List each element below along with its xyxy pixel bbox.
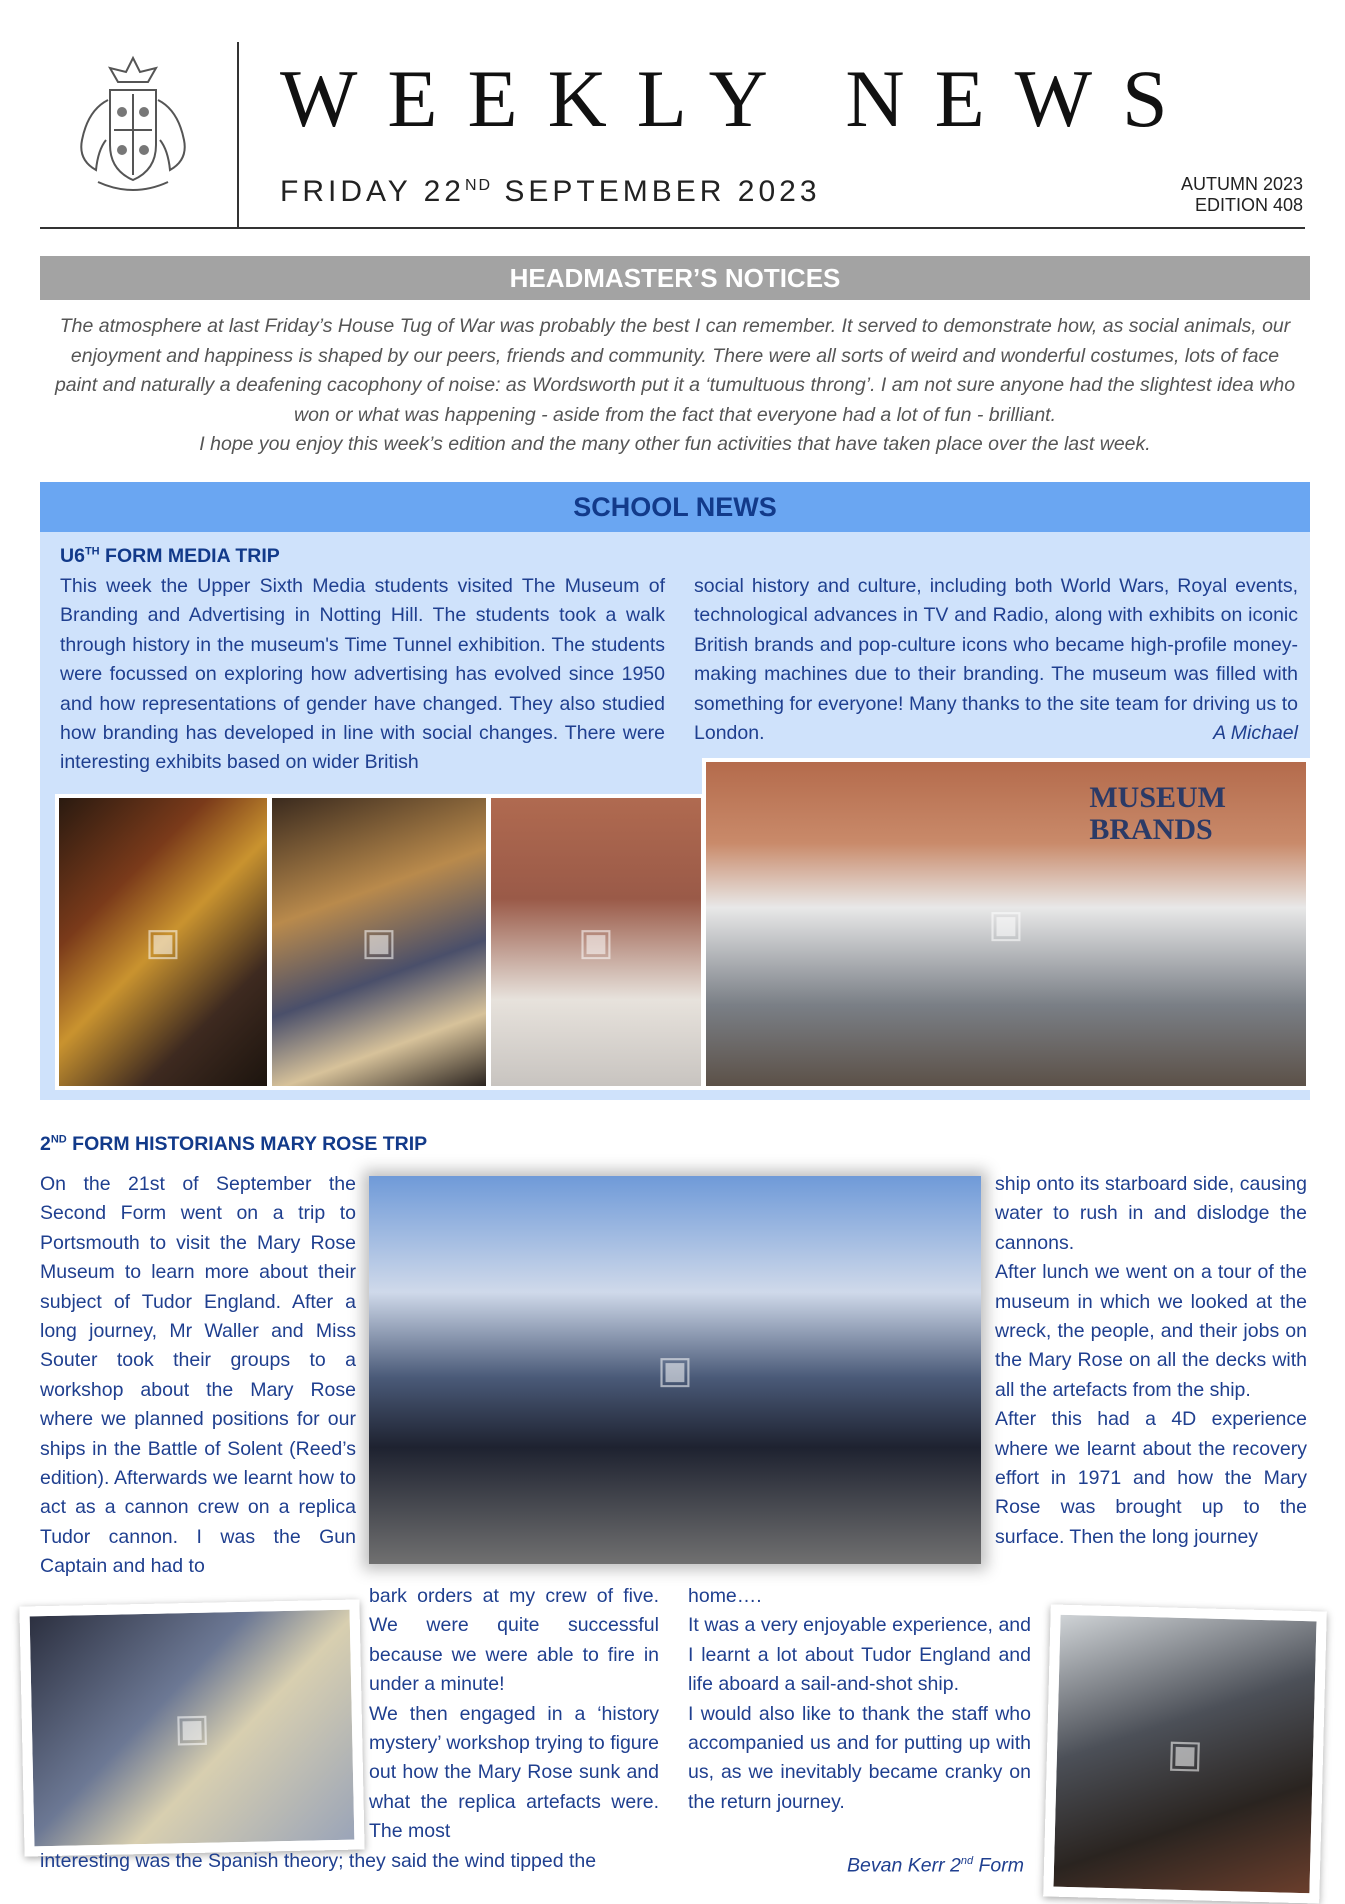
headmaster-heading: HEADMASTER’S NOTICES [40, 256, 1310, 300]
brand-head-sculpture-photo [487, 794, 705, 1090]
school-news-heading: SCHOOL NEWS [40, 482, 1310, 532]
mary-rose-col-1: On the 21st of September the Second Form went on a trip to Portsmouth to visit the Mary Rose Museum to learn more about their subject of Tudor England. After a long journey, Mr Waller and Miss Souter took their groups to a workshop about the Mary Rose where we planned positions for our ships in the Battle of Solent (Reed’s edition). Afterwards we learnt how to act as a cannon crew on a replica Tudor cannon. I was the Gun Captain and had to [40, 1173, 356, 1578]
mary-rose-col-4: home…. It was a very enjoyable experience, and I learnt a lot about Tudor England and life aboard a sail-and-shot ship. I would also like to thank the staff who accompanied us and for putting up with us, as we inevitably became cranky on the return journey. [688, 1585, 1031, 1813]
term-label: AUTUMN 2023 [1180, 174, 1303, 194]
photo-icon: ▣ [578, 921, 614, 964]
photo-icon: ▣ [145, 921, 181, 964]
mary-rose-group-photo [369, 1176, 981, 1564]
newsletter-title: WEEKLY NEWS [280, 53, 1198, 144]
museum-toys-photo [55, 794, 271, 1090]
u6-media-trip-heading: U6TH FORM MEDIA TRIP [60, 545, 280, 567]
mary-rose-trip-heading: 2ND FORM HISTORIANS MARY ROSE TRIP [40, 1133, 428, 1155]
photo-icon: ▣ [361, 921, 397, 964]
u6-article-col-1: This week the Upper Sixth Media students visited The Museum of Branding and Advertising in Notting Hill. The students took a walk through history in the museum's Time Tunnel exhibition. The students were focussed on exploring how advertising has evolved since 1950 and how representations of gender have changed. They also studied how branding has developed in line with social changes. There were interesting exhibits based on wider British [60, 575, 665, 774]
mary-rose-col-3: ship onto its starboard side, causing water to rush in and dislodge the cannons. After lunch we went on a tour of the museum in which we looked at the wreck, the people, and their jobs on the Mary Rose on all the decks with all the artefacts from the ship. After this had a 4D experience where we learnt about the recovery effort in 1971 and how the Mary Rose was brought up to the surface. Then the long journey [995, 1173, 1307, 1548]
photo-icon: ▣ [988, 903, 1024, 946]
museum-sign: MUSEUM BRANDS [1089, 781, 1226, 846]
headmaster-para-1: The atmosphere at last Friday’s House Tug of War was probably the best I can remember. It served to demonstrate how, as social animals, our enjoyment and happiness is shaped by our peers, friends and community. There were all sorts of weird and wonderful costumes, lots of face paint and naturally a deafening cacophony of noise: as Wordsworth put it a ‘tumultuous throng’. I am not sure anyone had the slightest idea who won or what was happening - aside from the fact that everyone had a lot of fun - brilliant. [54, 315, 1296, 426]
mary-rose-author: Bevan Kerr 2nd Form [847, 1854, 1024, 1877]
mary-rose-last-line: interesting was the Spanish theory; they said the wind tipped the [40, 1850, 597, 1872]
issue-date: FRIDAY 22ND SEPTEMBER 2023 [280, 175, 821, 208]
edition-label: EDITION 408 [1194, 195, 1303, 215]
museum-of-brands-group-photo [702, 758, 1310, 1090]
photo-icon: ▣ [657, 1349, 693, 1392]
history-workshop-photo [19, 1599, 364, 1856]
museum-exhibit-photo [1043, 1604, 1327, 1903]
u6-article-col-2: social history and culture, including both World Wars, Royal events, technological advances in TV and Radio, along with exhibits on iconic British brands and pop-culture icons who became high-profile money-making machines due to their branding. The museum was filled with something for everyone! Many thanks to the site team for driving us to London. A Michael [694, 572, 1298, 748]
school-crest-icon [68, 50, 198, 200]
mary-rose-col-2: bark orders at my crew of five. We were quite successful because we were able to fire in under a minute! We then engaged in a ‘history mystery’ workshop trying to figure out how the Mary Rose sunk and what the replica artefacts were. The most [369, 1585, 659, 1843]
u6-author: A Michael [1213, 722, 1298, 745]
photo-icon: ▣ [173, 1707, 211, 1750]
header-divider [237, 42, 239, 227]
headmaster-para-2: I hope you enjoy this week’s edition and the many other fun activities that have taken place over the last week. [199, 433, 1151, 455]
museum-shelves-photo [268, 794, 490, 1090]
header-rule [40, 227, 1305, 229]
photo-icon: ▣ [1166, 1733, 1204, 1776]
edition-info [1181, 174, 1303, 216]
headmaster-notice [50, 312, 1300, 460]
